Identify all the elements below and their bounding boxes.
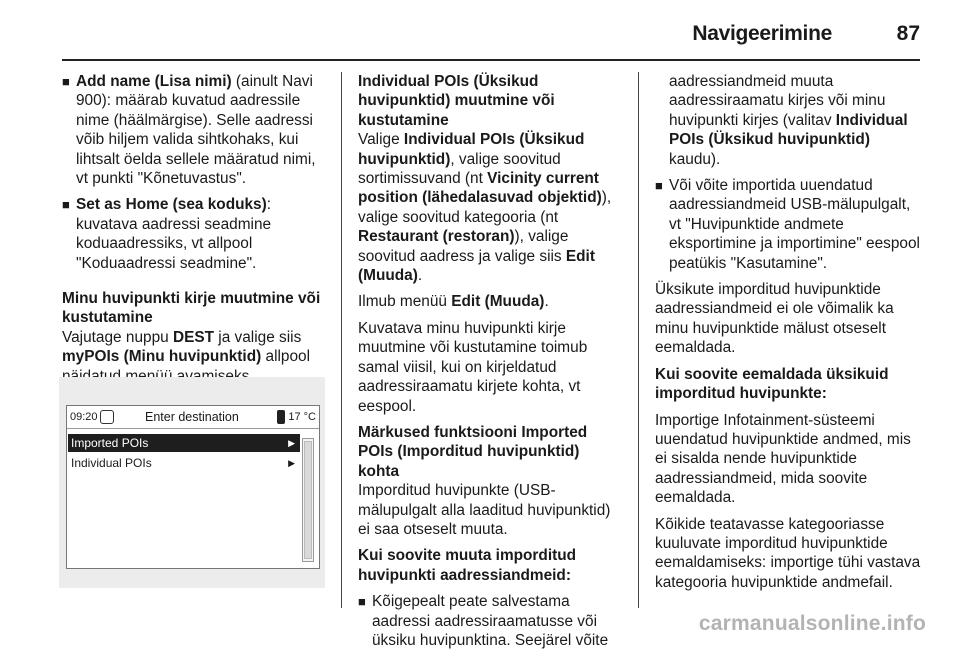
menu-item-imported-pois[interactable]: Imported POIs ▶ xyxy=(68,434,300,452)
paragraph: Kõikide teatavasse kategooriasse kuuluvate imporditud huvipunktide eemaldamiseks: importige tühi vastava kategooria huvipunktide andmefail. xyxy=(655,515,921,591)
paragraph: Kuvatava minu huvipunkti kirje muutmine või kustutamine toimub samal viisil, kui on kirjeldatud aadressiraamatu kirjete kohta, vt eespool. xyxy=(358,319,588,415)
header-rule xyxy=(62,59,920,61)
paragraph: Ilmub menüü Edit (Muuda). xyxy=(358,293,549,311)
page-header xyxy=(62,12,920,60)
subheading: Individual POIs (Üksikud huvipunktid) muutmine või kustutamine xyxy=(358,73,555,129)
subheading: Kui soovite muuta imporditud huvipunkti aadressiandmeid: xyxy=(358,547,577,584)
list-item: ■ Add name (Lisa nimi) (ainult Navi 900): määrab kuvatud aadressile nime (häälmärgise). Selle aadressi võib hiljem valida sihtkohaks, kui lihtsalt öelda sellele määratud nimi, vt punkti "Kõnetuvastus". xyxy=(62,73,316,188)
subheading: Kui soovite eemaldada üksikuid imporditud huvipunkte: xyxy=(655,365,889,403)
list-item: ■ Set as Home (sea koduks): kuvatava aadressi seadmine koduaadressiks, vt allpool "Koduaadressi seadmine". xyxy=(62,196,272,272)
subheading: Märkused funktsiooni Imported POIs (Imporditud huvipunktid) kohta xyxy=(358,423,588,480)
column-2 xyxy=(358,72,623,657)
watermark: carmanualsonline.info xyxy=(698,612,926,635)
scrollbar[interactable] xyxy=(302,438,314,562)
paragraph: Valige Individual POIs (Üksikud huvipunktid), valige soovitud sortimissuvand (nt Vicinity current position (lähedalasuvad objektid)), valige soovitud kategooria (nt Restaurant (restoran)), valige soovitud aadress ja valige siis Edit (Muuda). xyxy=(358,131,612,285)
column-divider xyxy=(638,72,639,608)
arrow-right-icon: ▶ xyxy=(288,458,295,468)
column-1 xyxy=(62,72,327,393)
thermometer-icon xyxy=(277,410,285,424)
paragraph: Vajutage nuppu DEST ja valige siis myPOIs (Minu huvipunktid) allpool xyxy=(62,328,311,366)
column-divider xyxy=(341,72,342,608)
screen-figure xyxy=(59,377,325,588)
section-title: Navigeerimine xyxy=(692,22,832,45)
paragraph: Imporditud huvipunkte (USB-mälupulgalt alla laaditud huvipunktid) ei saa otseselt muuta. xyxy=(358,482,611,538)
paragraph: Importige Infotainment-süsteemi uuendatud huvipunktide andmed, mis ei sisalda nende huvipunktide aadressiandmeid, mida soovite eemaldada. xyxy=(655,411,911,507)
scrollbar-thumb[interactable] xyxy=(304,441,312,559)
bullet-icon: ■ xyxy=(358,594,366,610)
arrow-right-icon: ▶ xyxy=(288,438,295,448)
menu-item-individual-pois[interactable]: Individual POIs ▶ xyxy=(71,456,295,470)
screen-status-bar xyxy=(67,406,319,429)
destination-icon xyxy=(100,410,114,424)
list-item: ■ Või võite importida uuendatud aadressiandmeid USB-mälupulgalt, vt "Huvipunktide andmete eksportimine ja importimine" eespool peatükis "Kasutamine". xyxy=(655,177,920,272)
display-screen xyxy=(66,405,320,569)
paragraph: aadressiandmeid muuta aadressiraamatu kirjes või minu huvipunkti kirjes (valitav Individual POIs (Üksikud huvipunktid) kaudu). xyxy=(669,73,908,168)
temperature: 17 °C xyxy=(288,411,316,423)
bullet-icon: ■ xyxy=(62,197,70,213)
page-number: 87 xyxy=(896,22,920,45)
bullet-icon: ■ xyxy=(62,74,70,89)
bullet-icon: ■ xyxy=(655,178,663,194)
screen-title: Enter destination xyxy=(145,410,239,424)
clock-time: 09:20 xyxy=(70,411,98,423)
subheading: Minu huvipunkti kirje muutmine või kustutamine xyxy=(62,290,321,327)
column-3 xyxy=(655,72,925,599)
paragraph: Üksikute imporditud huvipunktide aadressiandmeid ei ole võimalik ka minu huvipunktide mälust otseselt eemaldada. xyxy=(655,281,894,357)
list-item: ■ Kõigepealt peate salvestama aadressi aadressiraamatusse või üksiku huvipunktina. Seejärel võite xyxy=(358,593,609,649)
